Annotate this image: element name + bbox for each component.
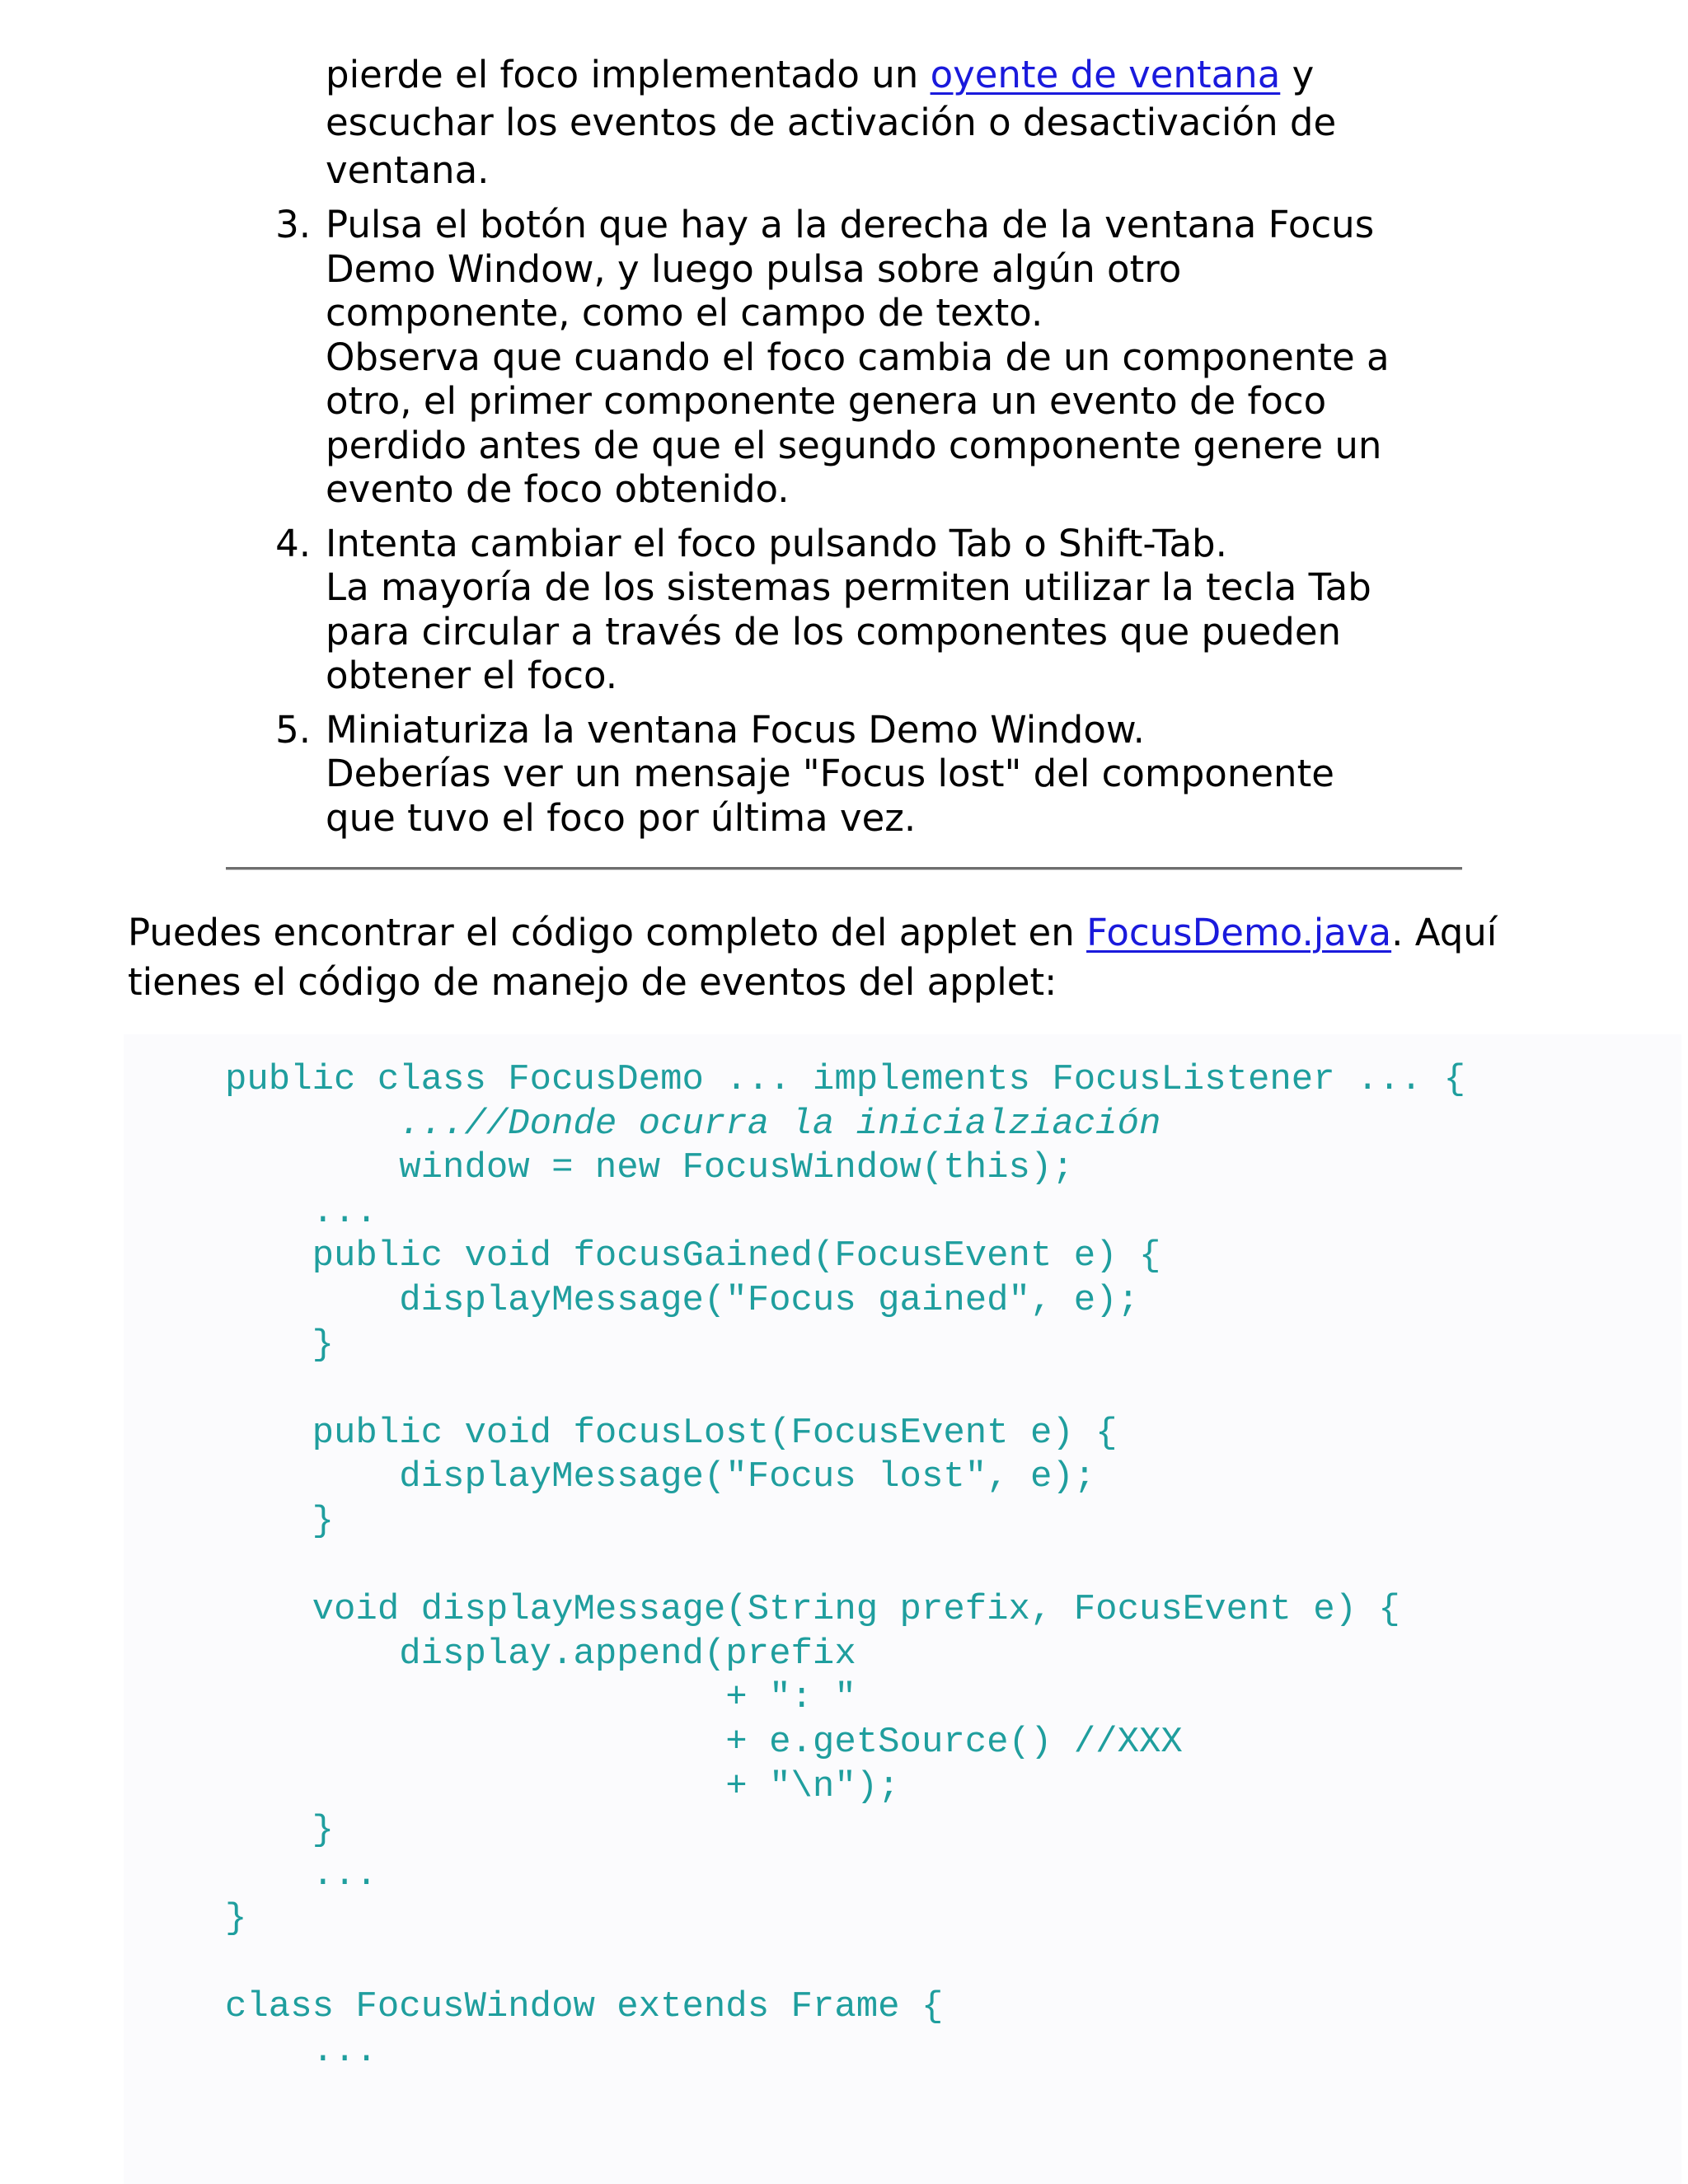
code-line: window = new FocusWindow(this); (225, 1147, 1074, 1189)
intro-line-1 (128, 908, 1653, 958)
list-item-step-4 (247, 522, 1390, 698)
code-line: public void focusLost(FocusEvent e) { (225, 1412, 1118, 1454)
code-line: display.append(prefix (225, 1633, 856, 1675)
code-line: } (225, 1324, 335, 1366)
continuation-line-2: escuchar los eventos de activación o desactivación de (326, 101, 1337, 144)
code-line: } (225, 1810, 335, 1852)
step-line: Observa que cuando el foco cambia de un componente a (326, 335, 1390, 379)
list-item-continuation (326, 51, 1336, 194)
code-comment: ...//Donde ocurra la inicialziación (399, 1103, 1161, 1145)
code-line: void displayMessage(String prefix, FocusEvent e) { (225, 1589, 1400, 1631)
code-line: displayMessage("Focus lost", e); (225, 1456, 1096, 1498)
code-line: public void focusGained(FocusEvent e) { (225, 1235, 1161, 1277)
step-line: evento de foco obtenido. (326, 467, 790, 511)
step-line: Demo Window, y luego pulsa sobre algún otro (326, 246, 1182, 291)
step-line: perdido antes de que el segundo componente genere un (326, 423, 1382, 467)
code-line: + e.getSource() //XXX (225, 1721, 1183, 1763)
step-line: Intenta cambiar el foco pulsando Tab o Shift-Tab. (326, 521, 1227, 565)
intro-paragraph (128, 908, 1653, 1007)
horizontal-divider (226, 867, 1462, 870)
step-line: otro, el primer componente genera un evento de foco (326, 379, 1327, 423)
continuation-line-1 (326, 51, 1336, 99)
focusdemo-source-link[interactable]: FocusDemo.java (1086, 911, 1392, 954)
code-line: + "\n"); (225, 1765, 900, 1807)
ordered-steps-list (247, 203, 1390, 850)
step-line: La mayoría de los sistemas permiten utilizar la tecla Tab (326, 565, 1372, 609)
continuation-text: pierde el foco implementado un (326, 53, 931, 96)
intro-text-end: . Aquí (1391, 911, 1498, 954)
step-number: 3. (275, 203, 311, 246)
code-line: + ": " (225, 1677, 856, 1719)
continuation-line-3: ventana. (326, 148, 490, 192)
step-line: que tuvo el foco por última vez. (326, 795, 917, 840)
code-line-indent (225, 1104, 399, 1145)
code-block (225, 1058, 1465, 2074)
step-number: 4. (275, 521, 311, 565)
step-line: Deberías ver un mensaje "Focus lost" del componente (326, 752, 1334, 795)
code-line: class FocusWindow extends Frame { (225, 1986, 944, 2028)
list-item-step-3 (247, 203, 1390, 512)
code-line: ... (225, 2031, 377, 2073)
window-listener-link[interactable]: oyente de ventana (930, 53, 1281, 96)
intro-text: Puedes encontrar el código completo del applet en (128, 911, 1087, 954)
list-item-step-5 (247, 708, 1390, 841)
step-number: 5. (275, 707, 311, 752)
code-line: ... (225, 1854, 377, 1896)
step-line: componente, como el campo de texto. (326, 291, 1043, 335)
code-line: public class FocusDemo ... implements FocusListener ... { (225, 1059, 1466, 1100)
code-line: } (225, 1898, 247, 1940)
step-line: Pulsa el botón que hay a la derecha de la ventana Focus (326, 203, 1375, 246)
step-line: Miniaturiza la ventana Focus Demo Window. (326, 707, 1145, 752)
intro-line-2: tienes el código de manejo de eventos del applet: (128, 960, 1057, 1004)
continuation-text-end: y (1280, 53, 1315, 96)
code-line: displayMessage("Focus gained", e); (225, 1279, 1139, 1321)
step-line: para circular a través de los componentes que pueden (326, 609, 1342, 654)
code-line: } (225, 1500, 335, 1542)
code-line: ... (225, 1191, 377, 1233)
step-line: obtener el foco. (326, 654, 618, 697)
